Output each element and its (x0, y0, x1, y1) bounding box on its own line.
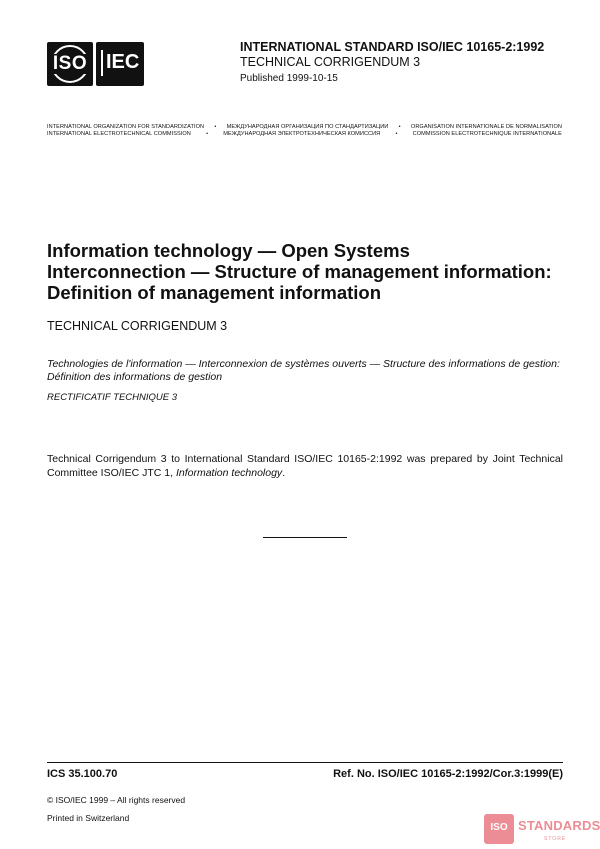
title-line-2: Interconnection — Structure of management information: (47, 261, 552, 282)
organizations-line-2 (47, 131, 562, 137)
title-line-1: Information technology — Open Systems (47, 240, 410, 261)
french-title (47, 358, 567, 383)
iec-logo-bar (101, 50, 103, 76)
org-iec-fr: COMMISSION ELECTROTECHNIQUE INTERNATIONALE (412, 131, 562, 137)
store-iso-badge (484, 814, 514, 844)
iso-logo (47, 42, 93, 86)
center-divider (263, 537, 347, 538)
org-separator: • (206, 131, 209, 137)
org-iec-en: INTERNATIONAL ELECTROTECHNICAL COMMISSION (47, 131, 191, 137)
store-small-text: STORE (544, 836, 567, 842)
ics-code: ICS 35.100.70 (47, 768, 118, 780)
org-separator: • (398, 124, 401, 130)
title-line-3: Definition of management information (47, 282, 382, 303)
org-separator: • (395, 131, 398, 137)
org-iso-ru: МЕЖДУНАРОДНАЯ ОРГАНИЗАЦИЯ ПО СТАНДАРТИЗАЦИИ (226, 124, 389, 130)
reference-number: Ref. No. ISO/IEC 10165-2:1992/Cor.3:1999(E) (333, 768, 563, 780)
iec-logo (96, 42, 144, 86)
foreword-text: Technical Corrigendum 3 to International Standard ISO/IEC 10165-2:1992 was prepared by Joint Technical Committee ISO/IEC JTC 1, (47, 453, 563, 479)
iec-logo-text: IEC (106, 51, 140, 73)
org-separator: • (214, 124, 217, 130)
french-title-line-1: Technologies de l'information — Interconnexion de systèmes ouverts — Structure des informations de gestion: (47, 358, 560, 370)
published-date: Published 1999-10-15 (240, 73, 338, 84)
corrigendum-label-fr: RECTIFICATIF TECHNIQUE 3 (47, 392, 178, 403)
org-iec-ru: МЕЖДУНАРОДНАЯ ЭЛЕКТРОТЕХНИЧЕСКАЯ КОМИССИЯ (223, 131, 381, 137)
standard-title: INTERNATIONAL STANDARD ISO/IEC 10165-2:1992 (240, 40, 545, 54)
document-title (47, 240, 567, 303)
committee-name: Information technology (175, 466, 283, 479)
organizations-line-1 (47, 124, 562, 130)
printed-location: Printed in Switzerland (47, 813, 130, 823)
standard-subtitle: TECHNICAL CORRIGENDUM 3 (240, 55, 421, 69)
iso-iec-logo (47, 42, 147, 86)
standards-store-watermark (484, 812, 600, 846)
store-iso-text: ISO (490, 822, 508, 833)
footer-divider (47, 762, 563, 763)
foreword-paragraph (47, 453, 563, 480)
french-title-line-2: Définition des informations de gestion (47, 370, 223, 383)
org-iso-en: INTERNATIONAL ORGANIZATION FOR STANDARDIZATION (47, 124, 205, 130)
iso-logo-text: ISO (47, 54, 93, 74)
org-iso-fr: ORGANISATION INTERNATIONALE DE NORMALISATION (410, 124, 562, 130)
foreword-end: . (282, 466, 286, 479)
copyright-notice: © ISO/IEC 1999 – All rights reserved (47, 795, 186, 805)
corrigendum-label-en: TECHNICAL CORRIGENDUM 3 (47, 319, 228, 333)
store-word: STANDARDS (518, 818, 600, 833)
